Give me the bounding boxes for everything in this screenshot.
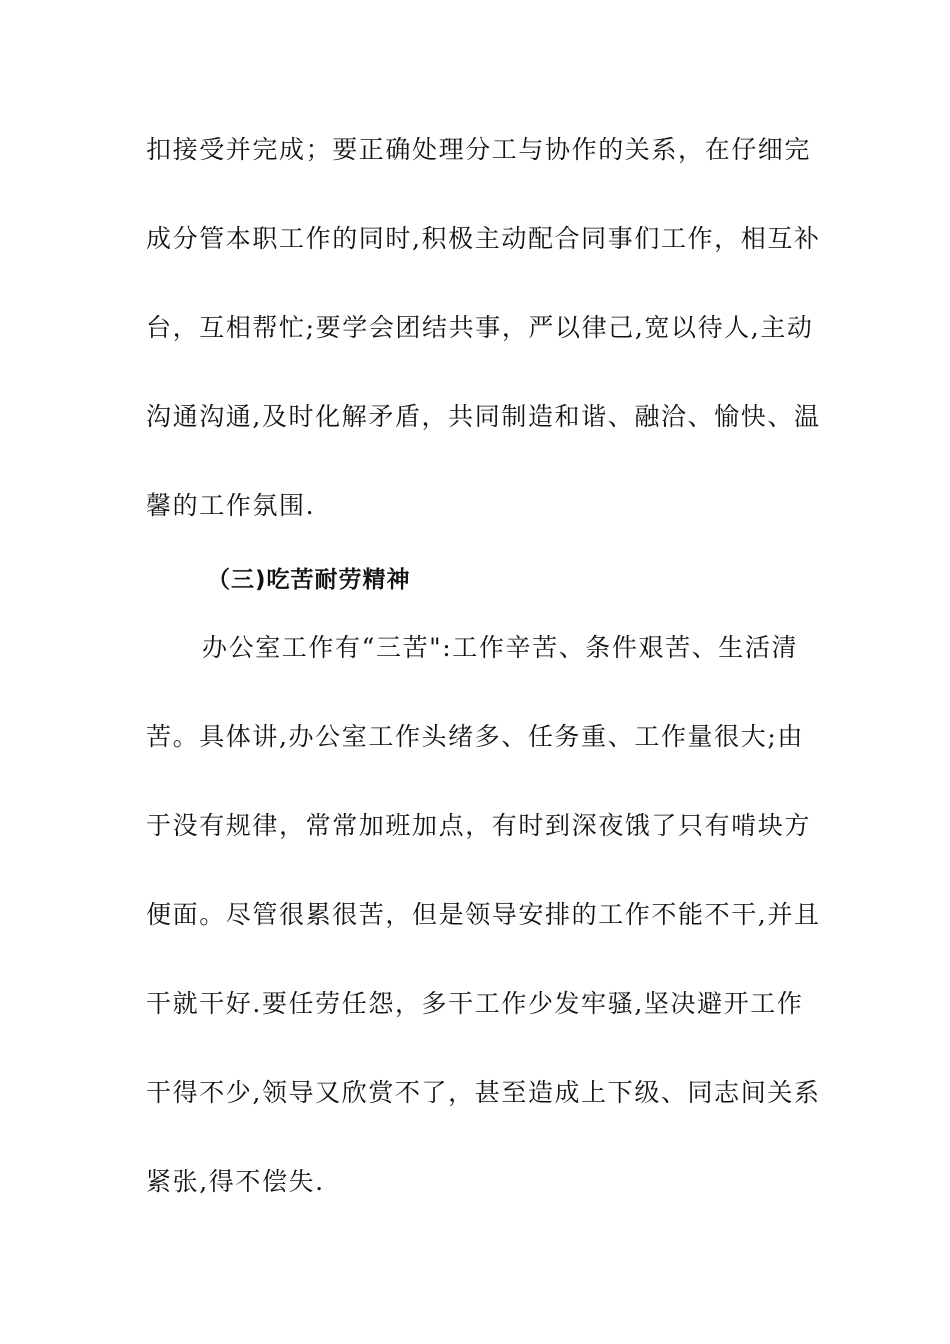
paragraph-1-line-4: 沟通沟通,及时化解矛盾，共同制造和谐、融洽、愉快、温: [146, 402, 821, 431]
paragraph-1-line-5: 馨的工作氛围.: [146, 491, 316, 520]
paragraph-2-line-2: 苦。具体讲,办公室工作头绪多、任务重、工作量很大;由: [146, 722, 804, 751]
paragraph-1-line-1: 扣接受并完成；要正确处理分工与协作的关系，在仔细完: [146, 135, 812, 164]
section-heading: （三)吃苦耐劳精神: [207, 567, 411, 593]
paragraph-2-line-6: 干得不少,领导又欣赏不了，甚至造成上下级、同志间关系: [146, 1078, 821, 1107]
paragraph-1-line-2: 成分管本职工作的同时,积极主动配合同事们工作，相互补: [146, 224, 821, 253]
paragraph-2-line-5: 干就干好.要任劳任怨，多干工作少发牢骚,坚决避开工作: [146, 989, 804, 1018]
paragraph-1-line-3: 台，互相帮忙;要学会团结共事，严以律己,宽以待人,主动: [146, 313, 814, 342]
paragraph-2-line-4: 便面。尽管很累很苦，但是领导安排的工作不能不干,并且: [146, 900, 821, 929]
paragraph-2-line-1: 办公室工作有“三苦":工作辛苦、条件艰苦、生活清: [202, 633, 799, 662]
paragraph-2-line-3: 于没有规律，常常加班加点，有时到深夜饿了只有啃块方: [146, 811, 812, 840]
paragraph-2-line-7: 紧张,得不偿失.: [146, 1167, 325, 1196]
